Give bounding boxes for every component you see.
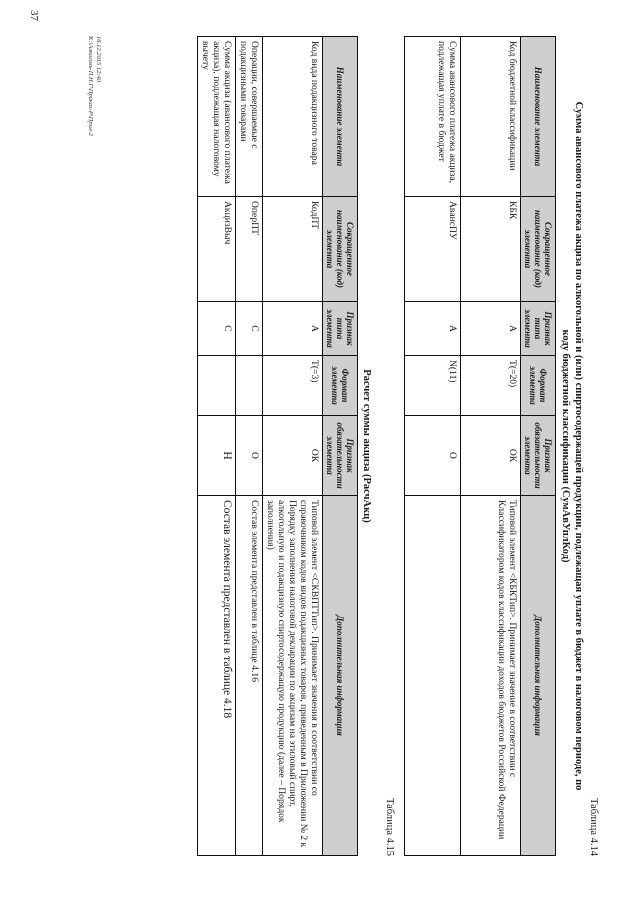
table-row [461,37,521,856]
table-row [198,37,236,856]
table-cell: Типовой элемент <СКВПТТип>. Принимает значения в соответствии со справочником кодов видов подакцизных товаров, приведенным в Приложении № 2 к Порядку заполнения налоговой декларации по акцизам на этиловый спирт, алкогольную и подакцизную спиртосодержащую продукцию (далее – Порядок заполнения) [263,496,323,856]
table-cell: С [198,302,236,356]
header-cell: Сокращенное наименование (код) элемента [521,197,556,302]
header-cell: Наименование элемента [323,37,358,197]
table-cell: С [236,302,263,356]
table-cell: АкцизВыч [198,197,236,302]
table-header-row [323,37,358,856]
header-cell: Дополнительная информация [323,496,358,856]
header-cell: Признак обязательности элемента [323,416,358,496]
table-cell: АвансПУ [405,197,461,302]
table-cell: Код бюджетной классификации [461,37,521,197]
table-cell: О [405,416,461,496]
table-cell: Операции, совершаемые с подакцизными товарами [236,37,263,197]
table-4-14 [404,36,556,856]
rotated-content [80,36,600,856]
header-cell: Формат элемента [323,356,358,416]
table-row [405,37,461,856]
footer-file-path: К:\Алкоголь-П.Н.Г\Приказ-Р\Прил-2 [87,36,94,137]
table-cell: Состав элемента представлен в таблице 4.16 [236,496,263,856]
table-header-row [521,37,556,856]
table-cell: Сумма авансового платежа акциза, подлежащая уплате в бюджет [405,37,461,197]
table-row [236,37,263,856]
table-cell: Н [198,416,236,496]
table-cell [198,356,236,416]
table-cell: О [236,416,263,496]
header-cell: Сокращенное наименование (код) элемента [323,197,358,302]
table-cell: Состав элемента представлен в таблице 4.18 [198,496,236,856]
table-cell: Код вида подакцизного товара [263,37,323,197]
table-number: Таблица 4.15 [384,797,395,856]
header-cell: Наименование элемента [521,37,556,197]
table-cell: КодПТ [263,197,323,302]
table-title: Сумма авансового платежа акциза по алкогольной и (или) спиртосодержащей продукции, подлежащая уплате в бюджет в налоговом периоде, по коду бюджетной классификации (СумАвУплКод) [560,101,584,791]
header-cell: Признак типа элемента [521,302,556,356]
header-cell: Признак обязательности элемента [521,416,556,496]
table-cell: T(=20) [461,356,521,416]
header-cell: Формат элемента [521,356,556,416]
page-number: 37 [28,10,40,21]
header-cell: Дополнительная информация [521,496,556,856]
table-cell: А [405,302,461,356]
table-cell: ОперПТ [236,197,263,302]
table-cell: N(11) [405,356,461,416]
table-4-15 [197,36,358,856]
header-cell: Признак типа элемента [323,302,358,356]
table-cell: Типовой элемент <КБКТип>. Принимает значение в соответствии с Классификатором кодов классификации доходов бюджетов Российской Федерации [461,496,521,856]
table-number: Таблица 4.14 [588,797,599,856]
table-cell: T(=3) [263,356,323,416]
table-cell: Сумма акциза (авансового платежа акциза), подлежащая налоговому вычету [198,37,236,197]
table-title: Расчет суммы акциза (РасчАкц) [361,369,372,523]
table-cell: ОК [461,416,521,496]
table-cell [236,356,263,416]
table-cell: А [263,302,323,356]
table-cell: КБК [461,197,521,302]
table-row [263,37,323,856]
table-cell [405,496,461,856]
footer-timestamp: 16.12.2015 12:40 [95,36,102,83]
table-cell: А [461,302,521,356]
file-footer [86,36,102,136]
table-cell: ОК [263,416,323,496]
